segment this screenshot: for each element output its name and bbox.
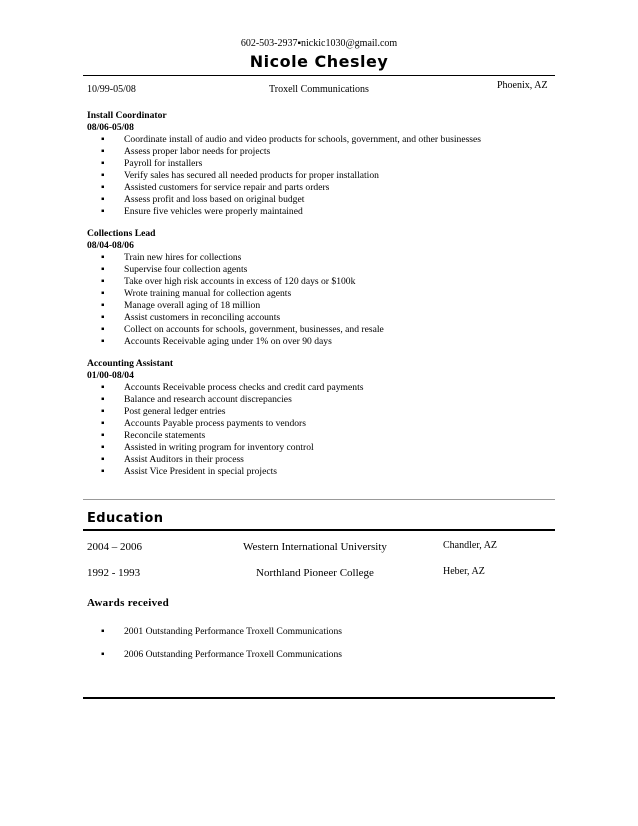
job-section <box>87 358 557 478</box>
awards-list <box>87 626 557 671</box>
job-bullet: ▪ Collect on accounts for schools, government, businesses, and resale <box>87 324 557 336</box>
section-divider <box>83 499 555 500</box>
education-heading: Education <box>87 511 164 526</box>
education-location: Heber, AZ <box>443 566 485 577</box>
job-bullet: ▪ Supervise four collection agents <box>87 264 557 276</box>
education-years: 1992 - 1993 <box>87 567 141 579</box>
job-bullet: ▪ Assisted in writing program for inventory control <box>87 442 557 454</box>
job-title: Install Coordinator <box>87 110 167 121</box>
job-dates: 08/04-08/06 <box>87 240 134 251</box>
education-years: 2004 – 2006 <box>87 541 142 553</box>
job-bullet: ▪ Accounts Receivable process checks and credit card payments <box>87 382 557 394</box>
education-school: Northland Pioneer College <box>256 567 374 579</box>
job-bullet: ▪ Assist customers in reconciling accounts <box>87 312 557 324</box>
employer-location: Phoenix, AZ <box>497 80 548 91</box>
award-item: ▪ 2006 Outstanding Performance Troxell Communications <box>87 649 557 661</box>
education-school: Western International University <box>243 541 387 553</box>
job-bullet: ▪ Train new hires for collections <box>87 252 557 264</box>
footer-divider <box>83 697 555 699</box>
job-bullet: ▪ Assisted customers for service repair and parts orders <box>87 182 557 194</box>
job-bullet: ▪ Ensure five vehicles were properly maintained <box>87 206 557 218</box>
job-list <box>87 110 557 488</box>
job-bullet: ▪ Post general ledger entries <box>87 406 557 418</box>
award-item: ▪ 2001 Outstanding Performance Troxell Communications <box>87 626 557 638</box>
job-bullet: ▪ Verify sales has secured all needed products for proper installation <box>87 170 557 182</box>
job-bullet: ▪ Take over high risk accounts in excess of 120 days or $100k <box>87 276 557 288</box>
job-title: Accounting Assistant <box>87 358 174 369</box>
job-bullet: ▪ Assist Auditors in their process <box>87 454 557 466</box>
job-bullet: ▪ Assess proper labor needs for projects <box>87 146 557 158</box>
candidate-name: Nicole Chesley <box>249 52 389 71</box>
header-divider <box>83 75 555 76</box>
awards-heading: Awards received <box>87 597 169 609</box>
job-bullet: ▪ Assist Vice President in special projects <box>87 466 557 478</box>
job-dates: 01/00-08/04 <box>87 370 134 381</box>
job-bullet: ▪ Manage overall aging of 18 million <box>87 300 557 312</box>
job-section <box>87 110 557 218</box>
job-bullet: ▪ Reconcile statements <box>87 430 557 442</box>
job-dates: 08/06-05/08 <box>87 122 134 133</box>
contact-line: 602-503-2937▪nickic1030@gmail.com <box>240 38 398 49</box>
job-bullet: ▪ Accounts Receivable aging under 1% on over 90 days <box>87 336 557 348</box>
job-section <box>87 228 557 348</box>
job-bullet: ▪ Payroll for installers <box>87 158 557 170</box>
job-bullet: ▪ Wrote training manual for collection agents <box>87 288 557 300</box>
job-title: Collections Lead <box>87 228 156 239</box>
education-divider <box>83 529 555 531</box>
job-bullet: ▪ Accounts Payable process payments to vendors <box>87 418 557 430</box>
employment-dates: 10/99-05/08 <box>87 84 136 95</box>
job-bullet: ▪ Coordinate install of audio and video products for schools, government, and other businesses <box>87 134 557 146</box>
employer-name: Troxell Communications <box>269 84 369 95</box>
job-bullet: ▪ Assess profit and loss based on original budget <box>87 194 557 206</box>
job-bullet: ▪ Balance and research account discrepancies <box>87 394 557 406</box>
education-location: Chandler, AZ <box>443 540 498 551</box>
